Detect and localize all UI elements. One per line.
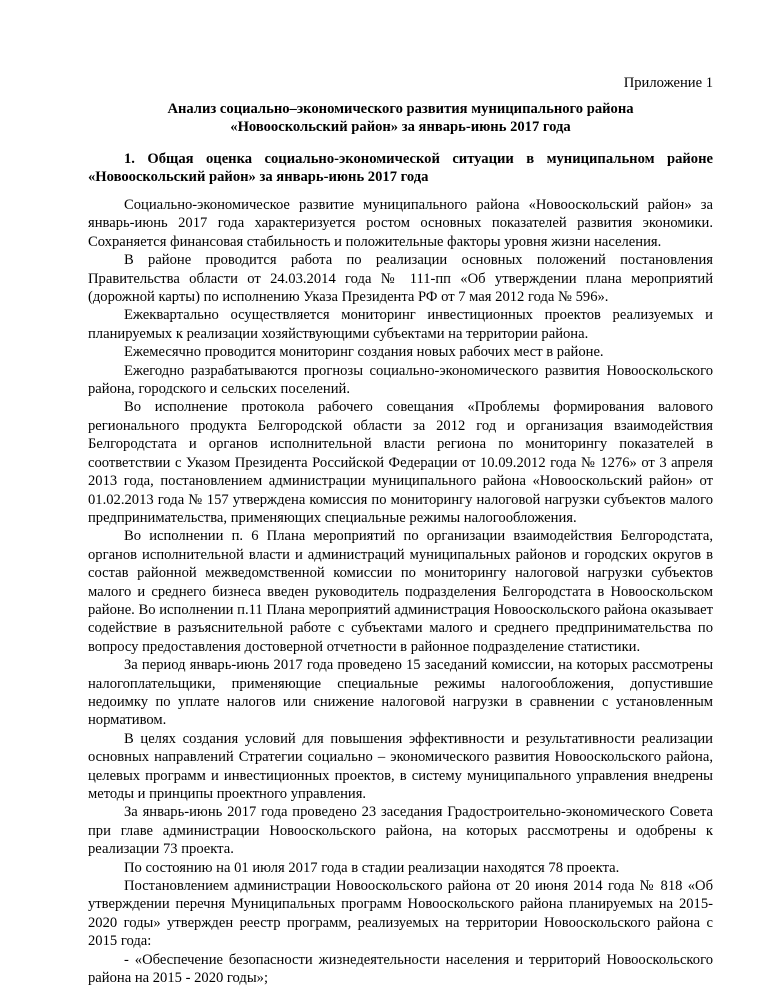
paragraph: В районе проводится работа по реализации основных положений постановления Правительства области от 24.03.2014 года № 111-пп «Об утверждении плана мероприятий (дорожной карты) по исполнению Указа Президента РФ от 7 мая 2012 года № 596». [88,252,713,306]
paragraph: В целях создания условий для повышения эффективности и результативности реализации основных направлений Стратегии социально – экономического развития Новооскольского района, целевых программ и инвестиционных проектов, в систему муниципального управления внедрены методы и принципы проектного управления. [88,730,713,802]
paragraph: За январь-июнь 2017 года проведено 23 заседания Градостроительно-экономического Совета при главе администрации Новооскольского района, на которых рассмотрены и одобрены к реализации 73 проекта. [88,804,713,858]
paragraph: По состоянию на 01 июля 2017 года в стадии реализации находятся 78 проекта. [124,859,620,876]
document-body [88,196,713,987]
title-line-1: Анализ социально–экономического развития муниципального района [167,101,634,117]
section-heading: 1. Общая оценка социально-экономической ситуации в муниципальном районе «Новооскольский район» за январь-июнь 2017 года [88,151,713,186]
paragraph: Во исполнении п. 6 Плана мероприятий по организации взаимодействия Белгородстата, органов исполнительной власти и администраций муниципальных районов и городских округов в состав районной межведомственной комиссии по мониторингу налоговой нагрузки субъектов малого и среднего бизнеса введен руководитель подразделения Белгородстата в Новооскольском районе. Во исполнении п.11 Плана мероприятий администрация Новооскольского района оказывает содействие в разъяснительной работе с субъектами малого и среднего предпринимательства по вопросу предоставления достоверной отчетности в районное подразделение статистики. [88,528,713,655]
document-title [88,100,713,137]
paragraph: - «Обеспечение безопасности жизнедеятельности населения и территорий Новооскольского района на 2015 - 2020 годы»; [88,951,713,987]
paragraph: Социально-экономическое развитие муниципального района «Новооскольский район» за январь-июнь 2017 года характеризуется ростом основных показателей развития экономики. Сохраняется финансовая стабильность и положительные факторы уровня жизни населения. [88,197,713,250]
paragraph: Ежеквартально осуществляется мониторинг инвестиционных проектов реализуемых и планируемых к реализации хозяйствующими субъектами на территории района. [88,307,713,342]
paragraph: Постановлением администрации Новооскольского района от 20 июня 2014 года № 818 «Об утверждении перечня Муниципальных программ Новооскольского района планируемых на 2015-2020 годы» утвержден реестр программ, реализуемых на территории Новооскольского района с 2015 года: [88,878,713,950]
paragraph: Ежемесячно проводится мониторинг создания новых рабочих мест в районе. [124,344,604,361]
title-line-2: «Новооскольский район» за январь-июнь 2017 года [230,119,571,136]
paragraph: Во исполнение протокола рабочего совещания «Проблемы формирования валового регионального продукта Белгородской области за 2012 год и организация взаимодействия Белгородстата и органов исполнительной власти региона по мониторингу показателей в соответствии с Указом Президента Российской Федерации от 10.09.2012 года № 1276» от 3 апреля 2013 года, постановлением администрации муниципального района «Новооскольский район» от 01.02.2013 года № 157 утверждена комиссия по мониторингу налоговой нагрузки субъектов малого предпринимательства, применяющих специальные режимы налогообложения. [88,399,713,526]
paragraph: Ежегодно разрабатываются прогнозы социально-экономического развития Новооскольского района, городского и сельских поселений. [88,362,713,398]
paragraph: За период январь-июнь 2017 года проведено 15 заседаний комиссии, на которых рассмотрены налогоплательщики, применяющие специальные режимы налогообложения, допустившие недоимку по уплате налогов или снижение налоговой нагрузки в сравнении с установленным нормативом. [88,657,713,729]
appendix-label: Приложение 1 [623,75,713,91]
